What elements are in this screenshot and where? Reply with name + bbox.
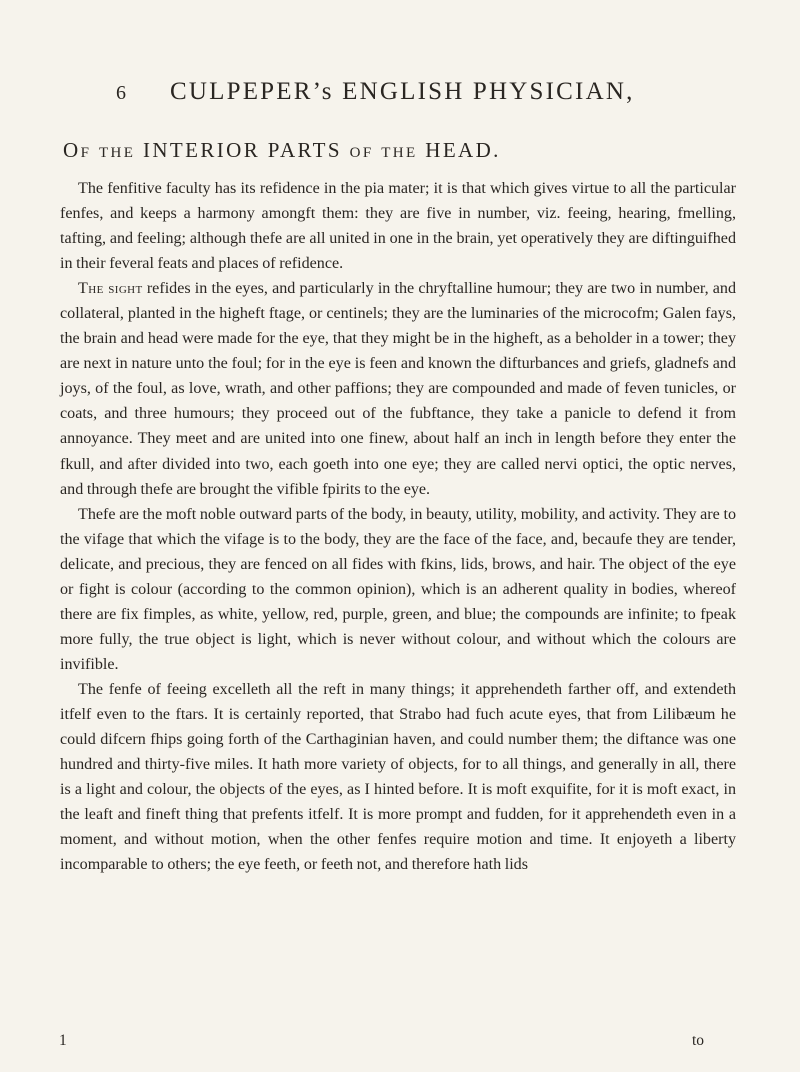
paragraph-3: Thefe are the moft noble outward parts of the body, in beauty, utility, mobility, and activity. They are to the vifage that which the vifage is to the body, they are the face of the face, and, becaufe they are tender, delicate, and precious, they are fenced on all fides with fkins, lids, brows, and hair. The object of the eye or fight is colour (according to the common opinion), which is an adherent quality in bodies, whereof there are fix fimples, as white, yellow, red, purple, green, and blue; the compounds are infinite; to fpeak more fully, the true object is light, which is never without colour, and without which the colours are invifible.	[60, 505, 736, 673]
paragraph-2	[60, 276, 736, 501]
catchword: to	[692, 1032, 705, 1049]
signature-mark: 1	[59, 1032, 67, 1049]
running-title: CULPEPER’s ENGLISH PHYSICIAN,	[170, 78, 635, 105]
paragraph-2-body: refides in the eyes, and particularly in the chryftalline humour; they are two in number, and collateral, planted in the higheft ftage, or centinels; they are the luminaries of the microcofm; Galen fays, the brain and head were made for the eye, that they might be in the higheft, as a beholder in a tower; they are next in nature unto the foul; for in the eye is feen and known the difturbances and griefs, gladnefs and joys, of the foul, as love, wrath, and other paffions; they are compounded and made of feven tunicles, or coats, and three humours; they proceed out of the fubftance, they take a panicle to defend it from annoyance. They meet and are united into one finew, about half an inch in length before they enter the fkull, and after divided into two, each goeth into one eye; they are called nervi optici, the optic nerves, and through thefe are brought the vifible fpirits to the eye.	[60, 280, 737, 498]
paragraph-4: The fenfe of feeing excelleth all the reft in many things; it apprehendeth farther off, and extendeth itfelf even to the ftars. It is certainly reported, that Strabo had fuch acute eyes, that from Lilibæum he could difcern fhips going forth of the Carthaginian haven, and could number them; the diftance was one hundred and thirty-five miles. It hath more variety of objects, for to all things, and generally in all, there is a light and colour, the objects of the eyes, as I hinted before. It is moft exquifite, for it is moft exact, in the leaft and fineft thing that prefents itfelf. It is more prompt and fudden, for it apprehendeth even in a moment, and without motion, when the other fenfes require motion and time. It enjoyeth a liberty incomparable to others; the eye feeth, or feeth not, and therefore hath lids	[60, 680, 736, 874]
paragraph-1: The fenfitive faculty has its refidence in the pia mater; it is that which gives virtue to all the particular fenfes, and keeps a harmony amongft them: they are five in number, viz. feeing, hearing, fmelling, tafting, and feeling; although thefe are all united in one in the brain, yet operatively they are diftinguifhed in their feveral feats and places of refidence.	[60, 180, 736, 273]
body-text	[60, 176, 736, 877]
page-number: 6	[116, 82, 126, 104]
paragraph-2-lead: The sight	[78, 280, 143, 298]
running-head	[56, 0, 732, 105]
section-heading: Of the INTERIOR PARTS of the HEAD.	[63, 138, 501, 162]
